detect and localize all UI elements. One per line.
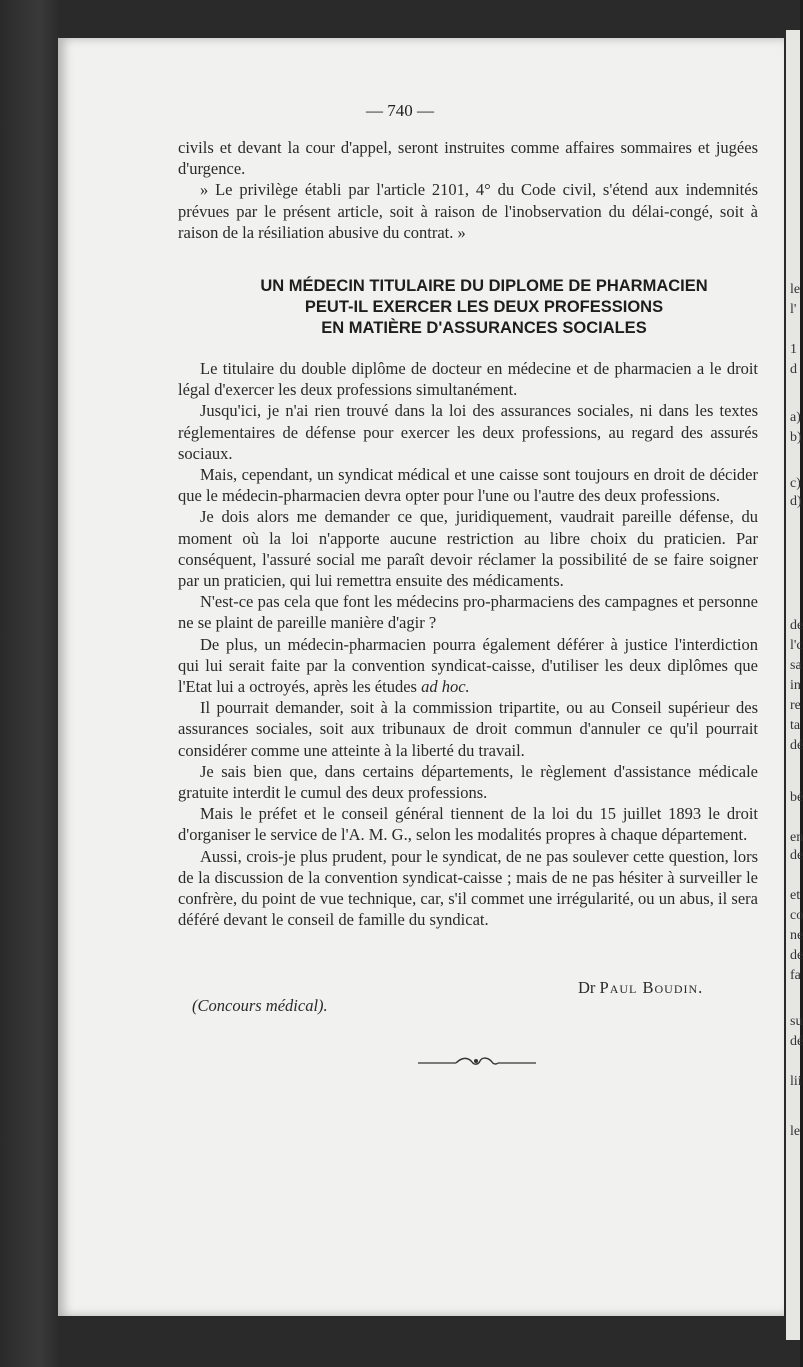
edge-fragment: lii — [790, 1074, 802, 1089]
edge-fragment: d — [790, 362, 797, 377]
edge-fragment: in — [790, 678, 801, 693]
edge-fragment: dé — [790, 738, 803, 753]
signature-title: Dr — [578, 978, 596, 997]
edge-fragment: ne — [790, 928, 803, 943]
signature-name: Paul Boudin. — [599, 978, 704, 997]
edge-fragment: de — [790, 848, 803, 863]
edge-fragment: l'c — [790, 638, 803, 653]
edge-fragment: re — [790, 698, 801, 713]
body-paragraph: Jusqu'ici, je n'ai rien trouvé dans la loi des assurances sociales, ni dans les textes réglementaires de défense pour exercer les deux professions, au regard des assurés sociaux. — [178, 401, 758, 463]
ornament-divider-icon — [418, 1055, 536, 1069]
edge-fragment: su — [790, 1014, 803, 1029]
edge-fragment: sa — [790, 658, 802, 673]
page-number: — 740 — — [366, 101, 434, 120]
title-line: PEUT-IL EXERCER LES DEUX PROFESSIONS — [304, 298, 664, 316]
body-paragraph: N'est-ce pas cela que font les médecins pro-pharmaciens des campagnes et personne ne se plaint de pareille manière d'agir ? — [178, 592, 758, 633]
author-signature — [578, 978, 703, 998]
edge-fragment: fa — [790, 968, 801, 983]
edge-fragment: b) — [790, 430, 802, 445]
body-paragraph-text: De plus, un médecin-pharmacien pourra également déférer à justice l'interdiction qui lui serait faite par la convention syndicat-caisse, d'utiliser les deux diplômes que l'Etat lui a octroyés, après les études — [178, 634, 758, 697]
edge-fragment: 1 — [790, 342, 797, 357]
edge-fragment: et — [790, 888, 801, 903]
article-title — [178, 276, 790, 339]
body-paragraph: Mais, cependant, un syndicat médical et une caisse sont toujours en droit de décider que le médecin-pharmacien devra opter pour l'une ou l'autre des deux professions. — [178, 465, 758, 506]
body-paragraph: Je sais bien que, dans certains départements, le règlement d'assistance médicale gratuite interdit le cumul des deux professions. — [178, 761, 758, 803]
latin-phrase: ad hoc. — [421, 677, 470, 697]
edge-fragment: l' — [790, 302, 797, 317]
intro-paragraph: » Le privilège établi par l'article 2101, 4° du Code civil, s'étend aux indemnités prévues par le présent article, soit à raison de l'inobservation du délai-congé, soit à raison de la résiliation abusive du contrat. » — [178, 180, 758, 242]
body-paragraph: Il pourrait demander, soit à la commission tripartite, ou au Conseil supérieur des assurances sociales, soit aux tribunaux de droit commun d'annuler ce qu'il pourrait considérer comme une atteinte à la liberté du travail. — [178, 698, 758, 760]
adjacent-page-edge — [786, 30, 803, 1340]
body-paragraph: Aussi, crois-je plus prudent, pour le syndicat, de ne pas soulever cette question, lors de la discussion de la convention syndicat-caisse ; mais de ne pas hésiter à surveiller le confrère, du point de vue technique, car, s'il commet une irrégularité, ou un abus, il sera déféré devant le conseil de famille du syndicat. — [178, 846, 758, 930]
body-paragraph — [178, 634, 758, 698]
edge-fragment: ta — [790, 718, 801, 733]
title-line: EN MATIÈRE D'ASSURANCES SOCIALES — [321, 319, 647, 337]
edge-fragment: en — [790, 830, 803, 845]
intro-paragraph: civils et devant la cour d'appel, seront instruites comme affaires sommaires et jugées d'urgence. — [178, 138, 758, 179]
edge-fragment: le — [790, 1124, 801, 1139]
edge-fragment: le — [790, 282, 801, 297]
edge-fragment: d) — [790, 494, 802, 509]
edge-fragment: de — [790, 618, 803, 633]
edge-fragment: dé — [790, 1034, 803, 1049]
source-citation: (Concours médical). — [192, 996, 328, 1015]
body-paragraph: Je dois alors me demander ce que, juridiquement, vaudrait pareille défense, du moment où la loi n'apporte aucune restriction au libre choix du praticien. Par conséquent, l'assuré social me paraît devoir réclamer la possibilité de se faire soigner par un praticien, qui lui remettra ensuite des médicaments. — [178, 507, 758, 591]
edge-fragment: c) — [790, 476, 801, 491]
intro-text — [178, 137, 758, 243]
edge-fragment: co — [790, 908, 803, 923]
body-paragraph: Le titulaire du double diplôme de docteur en médecine et de pharmacien a le droit légal d'exercer les deux professions simultanément. — [178, 359, 758, 400]
title-line: UN MÉDECIN TITULAIRE DU DIPLOME DE PHARMACIEN — [260, 277, 708, 295]
edge-fragment: bé — [790, 790, 803, 805]
body-paragraph: Mais le préfet et le conseil général tiennent de la loi du 15 juillet 1893 le droit d'organiser le service de l'A. M. G., selon les modalités propres à chaque département. — [178, 804, 758, 845]
edge-fragment: a) — [790, 410, 801, 425]
article-body — [178, 358, 758, 930]
edge-fragment: de — [790, 948, 803, 963]
